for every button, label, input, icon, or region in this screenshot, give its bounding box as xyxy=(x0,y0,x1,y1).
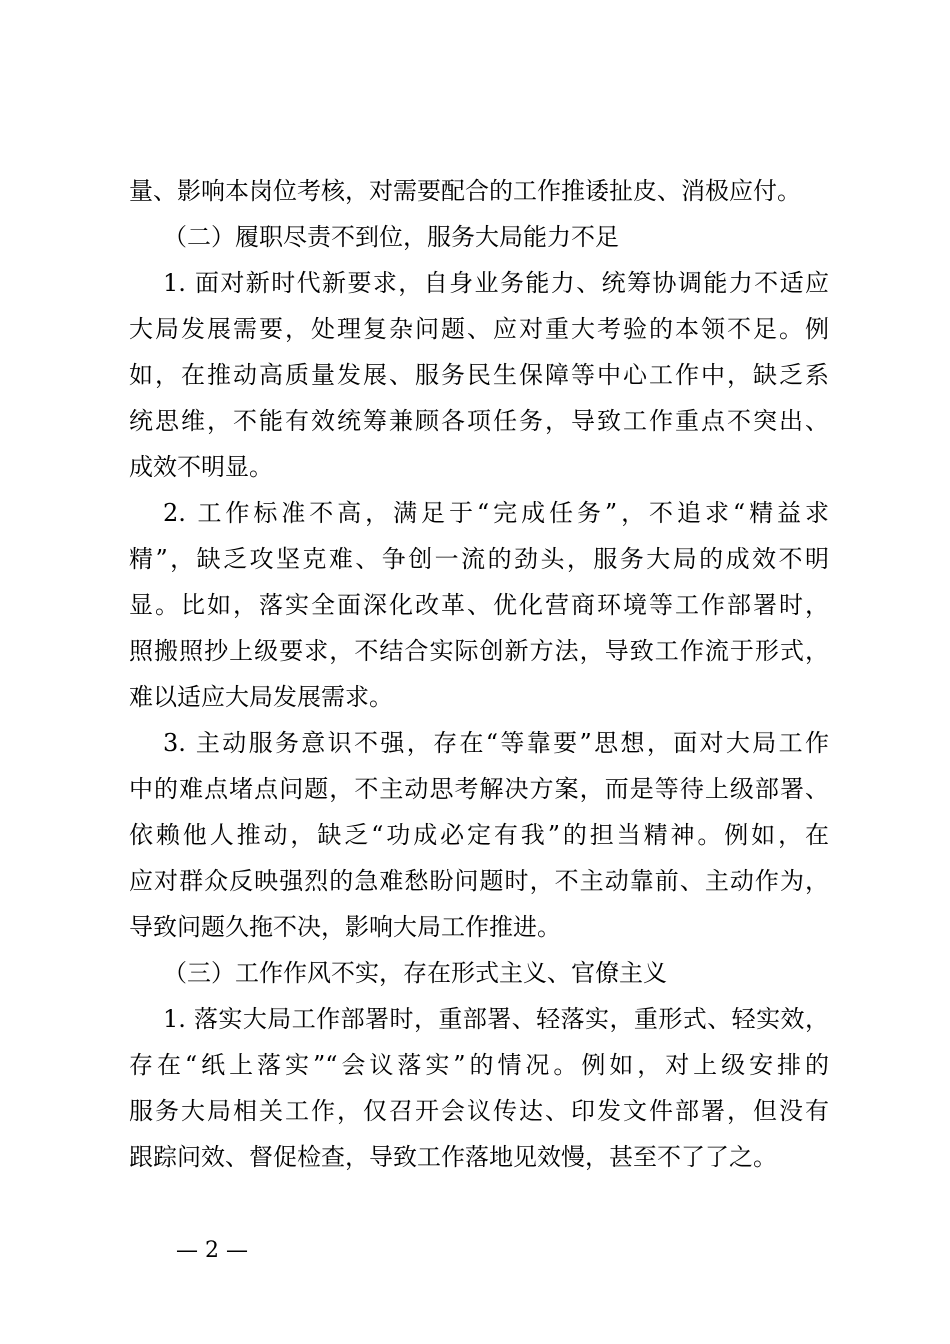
text-line: （三）工作作风不实，存在形式主义、官僚主义 xyxy=(163,959,667,987)
text-line: 1. 面对新时代新要求，自身业务能力、统筹协调能力不适应 xyxy=(163,269,829,297)
document-body xyxy=(129,168,829,1180)
text-line: （二）履职尽责不到位，服务大局能力不足 xyxy=(163,223,619,251)
text-line: 导致问题久拖不决，影响大局工作推进。 xyxy=(129,913,561,941)
text-line: 难以适应大局发展需求。 xyxy=(129,683,393,711)
text-line: 精”，缺乏攻坚克难、争创一流的劲头，服务大局的成效不明 xyxy=(129,545,829,573)
text-line: 跟踪问效、督促检查，导致工作落地见效慢，甚至不了了之。 xyxy=(129,1143,777,1171)
text-line: 大局发展需要，处理复杂问题、应对重大考验的本领不足。例 xyxy=(129,315,829,343)
paragraph xyxy=(129,260,829,490)
text-line: 照搬照抄上级要求，不结合实际创新方法，导致工作流于形式， xyxy=(129,637,829,665)
paragraph xyxy=(129,168,829,214)
text-line: 2. 工作标准不高，满足于“完成任务”，不追求“精益求 xyxy=(163,499,829,527)
text-line: 3. 主动服务意识不强，存在“等靠要”思想，面对大局工作 xyxy=(163,729,829,757)
text-line: 显。比如，落实全面深化改革、优化营商环境等工作部署时， xyxy=(129,591,829,619)
text-line: 依赖他人推动，缺乏“功成必定有我”的担当精神。例如，在 xyxy=(129,821,829,849)
section-heading xyxy=(129,214,829,260)
text-line: 应对群众反映强烈的急难愁盼问题时，不主动靠前、主动作为， xyxy=(129,867,829,895)
text-line: 统思维，不能有效统筹兼顾各项任务，导致工作重点不突出、 xyxy=(129,407,829,435)
text-line: 中的难点堵点问题，不主动思考解决方案，而是等待上级部署、 xyxy=(129,775,829,803)
text-line: 成效不明显。 xyxy=(129,453,273,481)
text-line: 如，在推动高质量发展、服务民生保障等中心工作中，缺乏系 xyxy=(129,361,829,389)
text-line: 存在“纸上落实”“会议落实”的情况。例如，对上级安排的 xyxy=(129,1051,829,1079)
paragraph xyxy=(129,720,829,950)
text-line: 量、影响本岗位考核，对需要配合的工作推诿扯皮、消极应付。 xyxy=(129,177,801,205)
paragraph xyxy=(129,996,829,1180)
text-line: 服务大局相关工作，仅召开会议传达、印发文件部署，但没有 xyxy=(129,1097,829,1125)
section-heading xyxy=(129,950,829,996)
page-number: — 2 — xyxy=(176,1238,248,1263)
text-line: 1. 落实大局工作部署时，重部署、轻落实，重形式、轻实效， xyxy=(163,1005,829,1033)
paragraph xyxy=(129,490,829,720)
